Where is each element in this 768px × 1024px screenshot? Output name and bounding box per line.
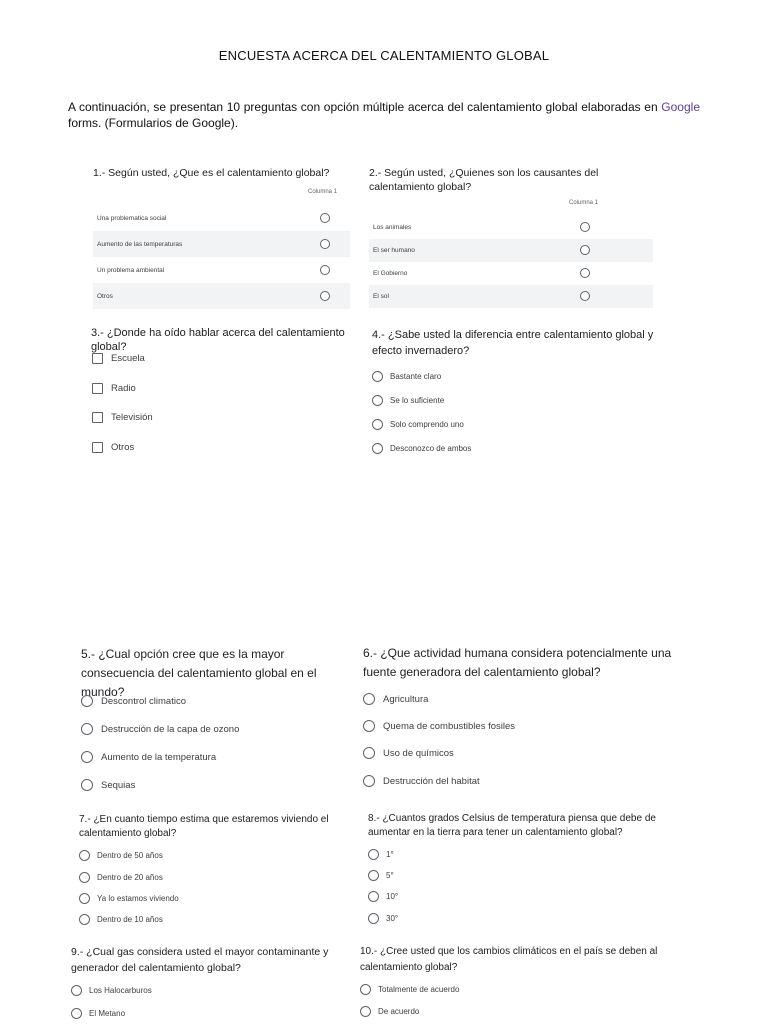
q5-option-2[interactable]	[81, 723, 239, 735]
q2-row-3-label: El Gobierno	[373, 270, 408, 277]
question-9-title: 9.- ¿Cual gas considera usted el mayor contaminante y generador del calentamiento global?	[71, 946, 329, 974]
q5-option-3-label: Aumento de la temperatura	[101, 751, 217, 763]
q9-option-2[interactable]	[71, 1008, 125, 1019]
q1-row-3-radio[interactable]	[320, 265, 330, 275]
q2-row-1	[369, 216, 653, 239]
q8-option-1-label: 1°	[386, 850, 394, 859]
intro-paragraph	[68, 99, 700, 131]
q10-option-2-label: De acuerdo	[378, 1007, 420, 1016]
q6-option-2[interactable]	[363, 720, 515, 732]
q1-row-1-label: Una problematica social	[97, 214, 167, 222]
q2-row-2	[369, 239, 653, 262]
question-3-title: 3.- ¿Donde ha oído hablar acerca del calentamiento global?	[91, 327, 345, 353]
question-7-title: 7.- ¿En cuanto tiempo estima que estaremos viviendo el calentamiento global?	[79, 814, 329, 839]
q6-option-4-label: Destrucción del habitat	[383, 775, 480, 787]
q2-row-1-label: Los animales	[373, 224, 412, 231]
intro-text-after: forms. (Formularios de Google).	[68, 116, 239, 130]
q3-option-2[interactable]	[92, 383, 136, 394]
q8-option-3[interactable]	[368, 891, 398, 902]
q3-option-3-label: Televisión	[111, 412, 153, 423]
q7-option-4-label: Dentro de 10 años	[97, 915, 163, 924]
q1-row-1	[93, 205, 350, 231]
radio-icon[interactable]	[79, 893, 90, 904]
q9-option-2-label: El Metano	[89, 1009, 126, 1018]
q1-row-4-radio[interactable]	[320, 291, 330, 301]
question-2-title: 2.- Según usted, ¿Quienes son los causantes del calentamiento global?	[369, 167, 599, 193]
question-2	[369, 166, 659, 194]
radio-icon[interactable]	[79, 914, 90, 925]
q7-option-4[interactable]	[79, 914, 163, 925]
q10-option-1-label: Totalmente de acuerdo	[378, 985, 460, 994]
question-3	[91, 326, 366, 354]
q5-option-1[interactable]	[81, 695, 186, 707]
radio-icon[interactable]	[363, 775, 375, 787]
q6-option-3[interactable]	[363, 747, 454, 759]
question-8-title: 8.- ¿Cuantos grados Celsius de temperatura piensa que debe de aumentar en la tierra para tener un calentamiento global?	[368, 813, 656, 838]
q1-row-2-radio[interactable]	[320, 239, 330, 249]
q2-row-3-radio[interactable]	[580, 268, 590, 278]
q4-option-2-label: Se lo suficiente	[390, 396, 445, 405]
q4-option-4[interactable]	[372, 443, 471, 454]
q8-option-3-label: 10°	[386, 892, 399, 901]
q2-row-2-label: El ser humano	[373, 247, 415, 254]
q1-row-4	[93, 283, 350, 309]
google-link[interactable]: Google	[661, 100, 700, 114]
q8-option-4[interactable]	[368, 913, 398, 924]
question-5-title: 5.- ¿Cual opción cree que es la mayor consecuencia del calentamiento global en el mundo?	[81, 647, 317, 699]
q5-option-1-label: Descontrol climatico	[101, 695, 186, 707]
q1-row-1-radio[interactable]	[320, 213, 330, 223]
question-8	[368, 812, 673, 840]
q7-option-2[interactable]	[79, 872, 163, 883]
q6-option-1[interactable]	[363, 693, 428, 705]
question-5	[81, 645, 356, 702]
radio-icon[interactable]	[79, 872, 90, 883]
q2-row-4-label: El sol	[373, 293, 389, 300]
q6-option-3-label: Uso de químicos	[383, 747, 454, 759]
q7-option-1-label: Dentro de 50 años	[97, 851, 163, 860]
q5-option-2-label: Destrucción de la capa de ozono	[101, 723, 240, 735]
checkbox-icon[interactable]	[92, 412, 103, 423]
q8-option-2[interactable]	[368, 870, 394, 881]
question-9	[71, 944, 346, 976]
q1-column-header: Columna 1	[308, 189, 338, 195]
intro-text-before: A continuación, se presentan 10 preguntas con opción múltiple acerca del calentamiento global elaboradas en	[68, 100, 662, 114]
q3-option-1-label: Escuela	[111, 353, 145, 364]
question-10-title: 10.- ¿Cree usted que los cambios climáticos en el país se deben al calentamiento global?	[360, 946, 658, 973]
q9-option-1-label: Los Halocarburos	[89, 986, 152, 995]
q10-option-2[interactable]	[360, 1006, 419, 1017]
radio-icon[interactable]	[71, 1008, 82, 1019]
radio-icon[interactable]	[368, 870, 379, 881]
q8-option-1[interactable]	[368, 849, 394, 860]
q8-option-2-label: 5°	[386, 871, 394, 880]
q9-option-1[interactable]	[71, 985, 152, 996]
radio-icon[interactable]	[71, 985, 82, 996]
q5-option-4[interactable]	[81, 779, 135, 791]
q8-option-4-label: 30°	[386, 914, 399, 923]
radio-icon[interactable]	[360, 1006, 371, 1017]
document-title: ENCUESTA ACERCA DEL CALENTAMIENTO GLOBAL	[218, 48, 550, 63]
q4-option-3-label: Solo comprendo uno	[390, 420, 464, 429]
q7-option-1[interactable]	[79, 850, 163, 861]
q4-option-1[interactable]	[372, 371, 441, 382]
question-6-title: 6.- ¿Que actividad humana considera potencialmente una fuente generadora del calentamiento global?	[363, 646, 672, 679]
q2-row-1-radio[interactable]	[580, 222, 590, 232]
question-1-title: 1.- Según usted, ¿Que es el calentamiento global?	[93, 167, 330, 179]
question-4	[372, 327, 672, 359]
q7-option-3[interactable]	[79, 893, 179, 904]
q3-option-4[interactable]	[92, 442, 134, 453]
radio-icon[interactable]	[368, 913, 379, 924]
radio-icon[interactable]	[368, 849, 379, 860]
q1-row-3-label: Un problema ambiental	[97, 266, 165, 274]
q3-option-1[interactable]	[92, 353, 145, 364]
q10-option-1[interactable]	[360, 984, 459, 995]
q3-option-4-label: Otros	[111, 442, 135, 453]
question-6	[363, 644, 675, 682]
q7-option-2-label: Dentro de 20 años	[97, 873, 163, 882]
radio-icon[interactable]	[360, 984, 371, 995]
q2-row-2-radio[interactable]	[580, 245, 590, 255]
q6-option-4[interactable]	[363, 775, 480, 787]
checkbox-icon[interactable]	[92, 383, 103, 394]
q1-row-4-label: Otros	[97, 292, 113, 300]
checkbox-icon[interactable]	[92, 442, 103, 453]
question-4-title: 4.- ¿Sabe usted la diferencia entre calentamiento global y efecto invernadero?	[372, 329, 654, 357]
q2-row-3	[369, 262, 653, 285]
radio-icon[interactable]	[81, 779, 93, 791]
q6-option-1-label: Agricultura	[383, 693, 429, 705]
q4-option-3[interactable]	[372, 419, 464, 430]
question-1	[93, 166, 355, 180]
radio-icon[interactable]	[81, 695, 93, 707]
q2-row-4	[369, 285, 653, 308]
q1-row-3	[93, 257, 350, 283]
question-10	[360, 944, 670, 976]
radio-icon[interactable]	[372, 443, 383, 454]
q3-option-3[interactable]	[92, 412, 153, 423]
radio-icon[interactable]	[363, 747, 375, 759]
radio-icon[interactable]	[372, 371, 383, 382]
q4-option-1-label: Bastante claro	[390, 372, 442, 381]
radio-icon[interactable]	[368, 891, 379, 902]
q1-row-2	[93, 231, 350, 257]
radio-icon[interactable]	[372, 419, 383, 430]
q2-row-4-radio[interactable]	[580, 291, 590, 301]
radio-icon[interactable]	[363, 720, 375, 732]
q6-option-2-label: Quema de combustibles fosiles	[383, 720, 516, 732]
radio-icon[interactable]	[79, 850, 90, 861]
radio-icon[interactable]	[81, 723, 93, 735]
q7-option-3-label: Ya lo estamos viviendo	[97, 894, 179, 903]
radio-icon[interactable]	[81, 751, 93, 763]
q3-option-2-label: Radio	[111, 383, 136, 394]
checkbox-icon[interactable]	[92, 353, 103, 364]
q2-column-header: Columna 1	[569, 200, 599, 206]
question-7	[79, 813, 354, 841]
q1-row-2-label: Aumento de las temperaturas	[97, 240, 183, 248]
q4-option-2[interactable]	[372, 395, 444, 406]
q4-option-4-label: Desconozco de ambos	[390, 444, 472, 453]
q5-option-3[interactable]	[81, 751, 216, 763]
radio-icon[interactable]	[363, 693, 375, 705]
q5-option-4-label: Sequias	[101, 779, 136, 791]
radio-icon[interactable]	[372, 395, 383, 406]
